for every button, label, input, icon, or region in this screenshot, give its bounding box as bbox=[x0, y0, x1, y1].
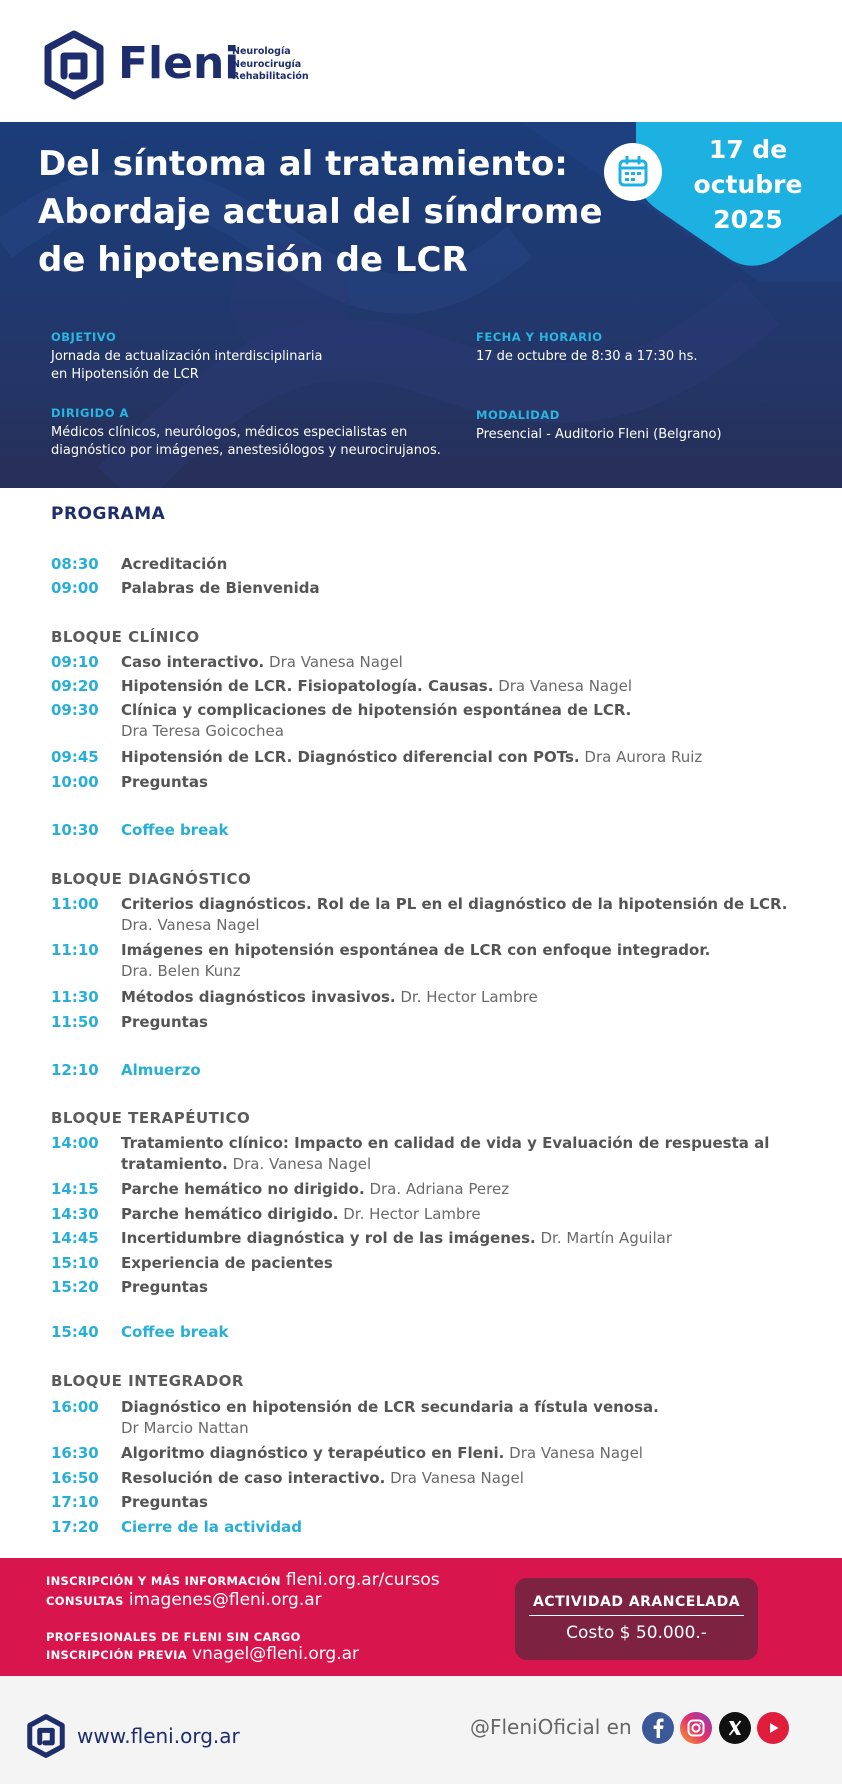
inscripcion-link[interactable]: fleni.org.ar/cursos bbox=[285, 1570, 440, 1590]
item-description bbox=[121, 1468, 841, 1489]
item-description bbox=[121, 1179, 841, 1200]
item-time: 10:30 bbox=[51, 821, 99, 839]
item-time: 16:00 bbox=[51, 1398, 99, 1416]
consultas-email-link[interactable]: imagenes@fleni.org.ar bbox=[128, 1590, 322, 1610]
dirigido-label: DIRIGIDO A bbox=[51, 406, 129, 420]
item-time: 09:10 bbox=[51, 653, 99, 671]
item-title: Preguntas bbox=[121, 1278, 208, 1296]
item-title: Parche hemático dirigido. bbox=[121, 1205, 339, 1223]
item-description bbox=[121, 676, 841, 697]
item-time: 17:10 bbox=[51, 1493, 99, 1511]
item-speaker: Dra Vanesa Nagel bbox=[498, 677, 633, 695]
item-time: 11:00 bbox=[51, 895, 99, 913]
previa-label: INSCRIPCIÓN PREVIA bbox=[46, 1648, 187, 1662]
item-description bbox=[121, 1133, 841, 1175]
item-title: Preguntas bbox=[121, 1493, 208, 1511]
item-title: Almuerzo bbox=[121, 1061, 201, 1079]
item-time: 11:10 bbox=[51, 941, 99, 959]
item-title: Experiencia de pacientes bbox=[121, 1254, 333, 1272]
tagline-line: Rehabilitación bbox=[232, 71, 309, 82]
item-title: Criterios diagnósticos. Rol de la PL en el diagnóstico de la hipotensión de LCR. bbox=[121, 895, 788, 913]
item-time: 14:45 bbox=[51, 1229, 99, 1247]
social-handle: @FleniOficial en bbox=[470, 1715, 632, 1739]
item-time: 12:10 bbox=[51, 1061, 99, 1079]
item-title: Parche hemático no dirigido. bbox=[121, 1180, 365, 1198]
item-time: 17:20 bbox=[51, 1518, 99, 1536]
program-title: PROGRAMA bbox=[51, 504, 166, 524]
instagram-icon[interactable] bbox=[680, 1712, 712, 1744]
objetivo-text bbox=[51, 348, 322, 384]
modalidad-label: MODALIDAD bbox=[476, 408, 560, 422]
title-line: de hipotensión de LCR bbox=[38, 240, 468, 280]
item-description bbox=[121, 1253, 841, 1274]
objetivo-label: OBJETIVO bbox=[51, 330, 117, 344]
date-line: 2025 bbox=[713, 205, 783, 234]
item-time: 11:30 bbox=[51, 988, 99, 1006]
item-description bbox=[121, 940, 841, 982]
fleni-logo-icon bbox=[42, 30, 106, 100]
dirigido-line: Médicos clínicos, neurólogos, médicos especialistas en bbox=[51, 425, 408, 440]
modalidad-section bbox=[476, 408, 722, 444]
block-heading: BLOQUE INTEGRADOR bbox=[51, 1372, 244, 1390]
date-line: 17 de bbox=[708, 135, 788, 164]
item-description bbox=[121, 1397, 841, 1439]
registration-line bbox=[46, 1570, 440, 1590]
item-speaker: Dr. Hector Lambre bbox=[343, 1205, 481, 1223]
item-time: 14:15 bbox=[51, 1180, 99, 1198]
tagline-line: Neurocirugía bbox=[232, 58, 302, 70]
fee-price: Costo $ 50.000.- bbox=[566, 1623, 707, 1643]
item-speaker: Dra Vanesa Nagel bbox=[269, 653, 403, 671]
item-speaker: Dra. Vanesa Nagel bbox=[121, 916, 260, 934]
item-speaker: Dra. Adriana Perez bbox=[369, 1180, 510, 1198]
event-date bbox=[668, 132, 828, 237]
calendar-icon bbox=[618, 156, 648, 188]
modalidad-text: Presencial - Auditorio Fleni (Belgrano) bbox=[476, 427, 722, 442]
item-description bbox=[121, 652, 841, 673]
item-description bbox=[121, 1204, 841, 1225]
item-time: 14:30 bbox=[51, 1205, 99, 1223]
previa-line bbox=[46, 1644, 359, 1664]
item-time: 15:20 bbox=[51, 1278, 99, 1296]
fecha-label: FECHA Y HORARIO bbox=[476, 330, 603, 344]
item-time: 09:30 bbox=[51, 701, 99, 719]
item-speaker: Dr Marcio Nattan bbox=[121, 1419, 249, 1437]
item-title: Resolución de caso interactivo. bbox=[121, 1469, 386, 1487]
logo-bar bbox=[0, 0, 842, 122]
item-time: 16:30 bbox=[51, 1444, 99, 1462]
block-heading: BLOQUE DIAGNÓSTICO bbox=[51, 870, 252, 888]
item-speaker: Dra Vanesa Nagel bbox=[390, 1469, 524, 1487]
item-speaker: Dr. Hector Lambre bbox=[400, 988, 538, 1006]
title-line: Del síntoma al tratamiento: bbox=[38, 144, 568, 184]
profesionales-label: PROFESIONALES DE FLENI SIN CARGO bbox=[46, 1630, 301, 1644]
item-title: Incertidumbre diagnóstica y rol de las imágenes. bbox=[121, 1229, 536, 1247]
item-title: Clínica y complicaciones de hipotensión espontánea de LCR. bbox=[121, 701, 632, 719]
item-time: 09:20 bbox=[51, 677, 99, 695]
fecha-text: 17 de octubre de 8:30 a 17:30 hs. bbox=[476, 349, 698, 364]
event-title bbox=[38, 140, 618, 284]
title-line: Abordaje actual del síndrome bbox=[38, 192, 603, 232]
date-line: octubre bbox=[693, 170, 803, 199]
item-title: Tratamiento clínico: Impacto en calidad de vida y Evaluación de respuesta al bbox=[121, 1134, 770, 1152]
item-speaker: Dra. Vanesa Nagel bbox=[232, 1155, 372, 1173]
x-icon[interactable] bbox=[719, 1712, 751, 1744]
item-title: Diagnóstico en hipotensión de LCR secundaria a fístula venosa. bbox=[121, 1398, 659, 1416]
item-title: Preguntas bbox=[121, 1013, 208, 1031]
item-description bbox=[121, 1277, 841, 1298]
item-title: Coffee break bbox=[121, 821, 229, 839]
item-description bbox=[121, 1228, 841, 1249]
item-time: 09:00 bbox=[51, 579, 99, 597]
fee-title: ACTIVIDAD ARANCELADA bbox=[529, 1594, 744, 1616]
item-time: 11:50 bbox=[51, 1013, 99, 1031]
item-speaker: Dra Teresa Goicochea bbox=[121, 722, 284, 740]
fee-box bbox=[515, 1578, 758, 1660]
item-description bbox=[121, 700, 841, 742]
item-time: 08:30 bbox=[51, 555, 99, 573]
item-speaker: Dra Aurora Ruiz bbox=[584, 748, 703, 766]
item-time: 09:45 bbox=[51, 748, 99, 766]
youtube-icon[interactable] bbox=[757, 1712, 789, 1744]
footer bbox=[0, 1676, 842, 1784]
objetivo-section bbox=[51, 330, 322, 384]
inscripcion-label: INSCRIPCIÓN Y MÁS INFORMACIÓN bbox=[46, 1574, 281, 1588]
item-time: 15:10 bbox=[51, 1254, 99, 1272]
item-description bbox=[121, 747, 841, 768]
website-link[interactable]: www.fleni.org.ar bbox=[77, 1724, 240, 1748]
fecha-section bbox=[476, 330, 697, 366]
item-description bbox=[121, 554, 841, 575]
item-title: Hipotensión de LCR. Diagnóstico diferencial con POTs. bbox=[121, 748, 580, 766]
calendar-badge bbox=[604, 143, 662, 201]
fleni-logo-icon bbox=[26, 1714, 66, 1758]
item-speaker: Dra. Belen Kunz bbox=[121, 962, 241, 980]
item-description bbox=[121, 987, 841, 1008]
item-description bbox=[121, 894, 841, 936]
hero-banner bbox=[0, 122, 842, 488]
item-title: Algoritmo diagnóstico y terapéutico en Fleni. bbox=[121, 1444, 505, 1462]
item-description bbox=[121, 1492, 841, 1513]
item-speaker: Dr. Martín Aguilar bbox=[540, 1229, 672, 1247]
objetivo-line: en Hipotensión de LCR bbox=[51, 367, 199, 382]
consultas-line bbox=[46, 1590, 322, 1610]
item-title: Caso interactivo. bbox=[121, 653, 265, 671]
item-description bbox=[121, 1443, 841, 1464]
item-time: 16:50 bbox=[51, 1469, 99, 1487]
dirigido-text bbox=[51, 424, 441, 460]
tagline-line: Neurología bbox=[232, 46, 291, 57]
consultas-label: CONSULTAS bbox=[46, 1594, 124, 1608]
item-title: Hipotensión de LCR. Fisiopatología. Causas. bbox=[121, 677, 494, 695]
item-speaker: Dra Vanesa Nagel bbox=[509, 1444, 643, 1462]
item-title: Cierre de la actividad bbox=[121, 1518, 302, 1536]
item-time: 14:00 bbox=[51, 1134, 99, 1152]
item-title: Acreditación bbox=[121, 555, 228, 573]
item-description bbox=[121, 1012, 841, 1033]
block-heading: BLOQUE TERAPÉUTICO bbox=[51, 1109, 251, 1127]
item-title: Palabras de Bienvenida bbox=[121, 579, 320, 597]
objetivo-line: Jornada de actualización interdisciplinaria bbox=[51, 349, 323, 364]
previa-email-link[interactable]: vnagel@fleni.org.ar bbox=[192, 1644, 360, 1664]
brand-name: Fleni bbox=[118, 38, 240, 89]
item-description bbox=[121, 772, 841, 793]
brand-tagline bbox=[232, 46, 309, 84]
item-title: Preguntas bbox=[121, 773, 208, 791]
dirigido-section bbox=[51, 406, 441, 460]
item-description bbox=[121, 578, 841, 599]
item-title: Métodos diagnósticos invasivos. bbox=[121, 988, 396, 1006]
dirigido-line: diagnóstico por imágenes, anestesiólogos y neurocirujanos. bbox=[51, 443, 441, 458]
block-heading: BLOQUE CLÍNICO bbox=[51, 628, 200, 646]
item-title: Coffee break bbox=[121, 1323, 229, 1341]
item-time: 15:40 bbox=[51, 1323, 99, 1341]
item-title: tratamiento. bbox=[121, 1155, 228, 1173]
facebook-icon[interactable] bbox=[642, 1712, 674, 1744]
item-time: 10:00 bbox=[51, 773, 99, 791]
profesionales-line bbox=[46, 1626, 301, 1645]
item-title: Imágenes en hipotensión espontánea de LCR con enfoque integrador. bbox=[121, 941, 711, 959]
